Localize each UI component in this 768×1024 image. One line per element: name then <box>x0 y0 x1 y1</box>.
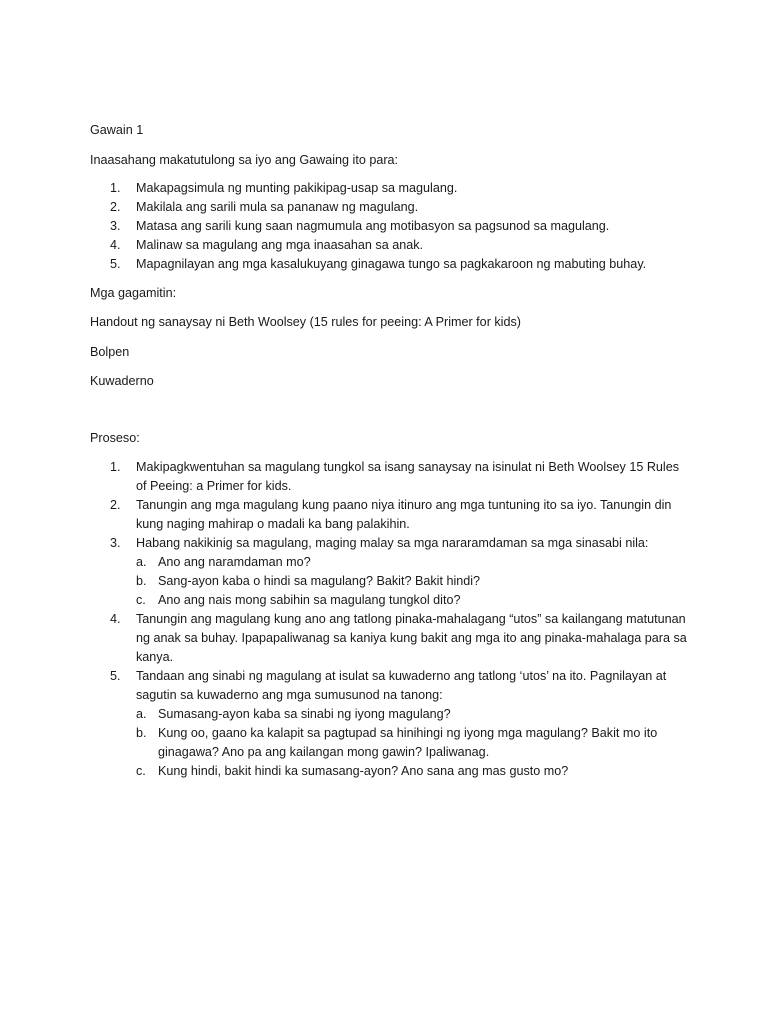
sub-item-text: Sang-ayon kaba o hindi sa magulang? Bakit? Bakit hindi? <box>158 574 481 588</box>
sub-list <box>136 553 690 610</box>
item-number: 5. <box>110 669 121 683</box>
item-text: Tanungin ang mga magulang kung paano niya itinuro ang mga tuntuning ito sa iyo. Tanungin din kung naging mahirap o madali ka bang palakihin. <box>136 498 672 531</box>
sub-list-item <box>136 705 690 724</box>
sub-item-letter: c. <box>136 593 146 607</box>
material-item: Handout ng sanaysay ni Beth Woolsey (15 rules for peeing: A Primer for kids) <box>90 315 521 329</box>
sub-list-item <box>136 724 690 762</box>
item-text: Matasa ang sarili kung saan nagmumula ang motibasyon sa pagsunod sa magulang. <box>136 219 610 233</box>
item-number: 2. <box>110 200 121 214</box>
item-text: Tanungin ang magulang kung ano ang tatlong pinaka-mahalagang “utos” sa kailangang matutunan ng anak sa buhay. Ipapapaliwanag sa kaniya kung bakit ang mga ito ang pinaka-mahalaga para sa kanya. <box>136 612 687 664</box>
material-item: Bolpen <box>90 345 130 359</box>
sub-item-letter: b. <box>136 726 147 740</box>
item-text: Makapagsimula ng munting pakikipag-usap sa magulang. <box>136 181 458 195</box>
item-text: Mapagnilayan ang mga kasalukuyang ginagawa tungo sa pagkakaroon ng mabuting buhay. <box>136 257 647 271</box>
sub-list-item <box>136 572 690 591</box>
item-number: 3. <box>110 219 121 233</box>
process-list <box>90 458 690 781</box>
list-item <box>90 458 690 496</box>
sub-item-letter: c. <box>136 764 146 778</box>
item-text: Tandaan ang sinabi ng magulang at isulat sa kuwaderno ang tatlong ‘utos’ na ito. Pagnilayan at sagutin sa kuwaderno ang mga sumusunod na tanong: <box>136 669 667 702</box>
process-heading: Proseso: <box>90 431 140 445</box>
item-number: 4. <box>110 612 121 626</box>
list-item <box>90 610 690 667</box>
sub-item-letter: b. <box>136 574 147 588</box>
list-item <box>90 179 690 198</box>
sub-item-text: Kung oo, gaano ka kalapit sa pagtupad sa hinihingi ng iyong mga magulang? Bakit mo ito ginagawa? Ano pa ang kailangan mong gawin? Ipaliwanag. <box>158 726 658 759</box>
page-heading: Gawain 1 <box>90 123 144 137</box>
sub-list <box>136 705 690 781</box>
sub-item-text: Sumasang-ayon kaba sa sinabi ng iyong magulang? <box>158 707 451 721</box>
sub-list-item <box>136 553 690 572</box>
item-text: Makilala ang sarili mula sa pananaw ng magulang. <box>136 200 419 214</box>
sub-item-letter: a. <box>136 555 147 569</box>
list-item <box>90 198 690 217</box>
list-item <box>90 667 690 781</box>
item-number: 1. <box>110 460 121 474</box>
sub-item-text: Ano ang nais mong sabihin sa magulang tungkol dito? <box>158 593 461 607</box>
list-item <box>90 534 690 610</box>
item-number: 1. <box>110 181 121 195</box>
item-number: 3. <box>110 536 121 550</box>
sub-item-text: Ano ang naramdaman mo? <box>158 555 311 569</box>
item-number: 2. <box>110 498 121 512</box>
list-item <box>90 496 690 534</box>
item-text: Malinaw sa magulang ang mga inaasahan sa anak. <box>136 238 424 252</box>
list-item <box>90 217 690 236</box>
item-text: Habang nakikinig sa magulang, maging malay sa mga nararamdaman sa mga sinasabi nila: <box>136 536 649 550</box>
sub-item-text: Kung hindi, bakit hindi ka sumasang-ayon? Ano sana ang mas gusto mo? <box>158 764 569 778</box>
goals-list <box>90 179 690 274</box>
material-item: Kuwaderno <box>90 374 154 388</box>
item-number: 4. <box>110 238 121 252</box>
sub-list-item <box>136 762 690 781</box>
sub-list-item <box>136 591 690 610</box>
item-number: 5. <box>110 257 121 271</box>
item-text: Makipagkwentuhan sa magulang tungkol sa isang sanaysay na isinulat ni Beth Woolsey 15 Rules of Peeing: a Primer for kids. <box>136 460 680 493</box>
list-item <box>90 236 690 255</box>
materials-heading: Mga gagamitin: <box>90 286 177 300</box>
intro-text: Inaasahang makatutulong sa iyo ang Gawaing ito para: <box>90 153 399 167</box>
sub-item-letter: a. <box>136 707 147 721</box>
list-item <box>90 255 690 274</box>
